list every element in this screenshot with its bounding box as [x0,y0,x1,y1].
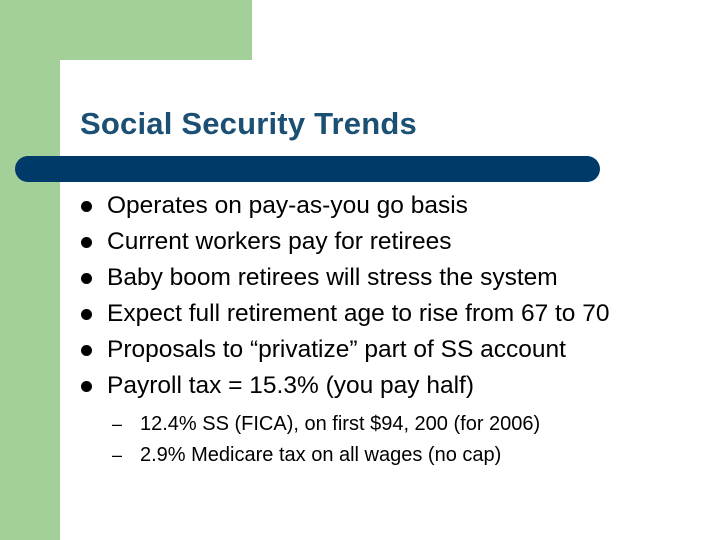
sub-bullet-text: 12.4% SS (FICA), on first $94, 200 (for 2006) [140,413,541,435]
bullet-text: Baby boom retirees will stress the system [107,264,558,291]
bullet-marker-icon [81,237,92,248]
bullet-marker-icon [81,381,92,392]
bullet-marker-icon [81,309,92,320]
bullet-text: Operates on pay-as-you go basis [107,192,468,219]
slide-title: Social Security Trends [80,106,417,141]
title-underline-bar [15,156,600,182]
bullet-marker-icon [81,201,92,212]
sub-bullet-marker: – [112,414,123,434]
bullet-text: Proposals to “privatize” part of SS account [107,336,566,363]
decorative-green-left-strip [0,0,60,540]
bullet-text: Expect full retirement age to rise from 67 to 70 [107,300,610,327]
sub-bullet-marker: – [112,445,123,465]
bullet-marker-icon [81,273,92,284]
bullet-text: Payroll tax = 15.3% (you pay half) [107,372,475,399]
bullet-marker-icon [81,345,92,356]
sub-bullet-text: 2.9% Medicare tax on all wages (no cap) [140,444,502,466]
bullet-text: Current workers pay for retirees [107,228,452,255]
